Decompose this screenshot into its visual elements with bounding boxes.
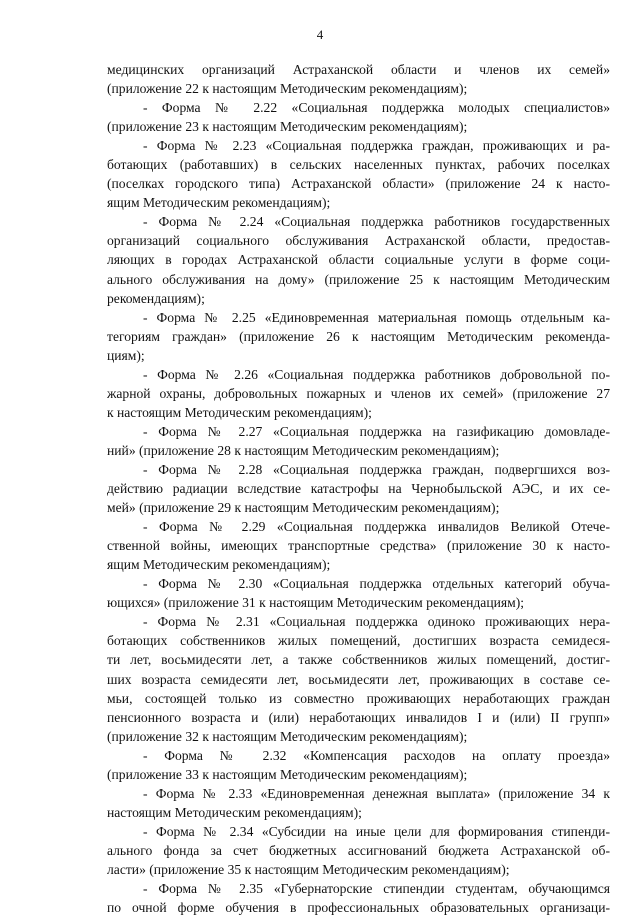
text-line: - Форма № 2.33 «Единовременная денежная выплата» (приложение 34 к <box>143 785 610 801</box>
paragraph <box>107 746 610 784</box>
text-line: - Форма № 2.30 «Социальная поддержка отдельных категорий обуча- <box>143 576 610 592</box>
text-line: - Форма № 2.34 «Субсидии на иные цели для формирования стипенди- <box>143 823 610 839</box>
paragraph <box>107 460 610 517</box>
paragraph <box>107 517 610 574</box>
text-line: ших возраста семидесяти лет, восьмидесяти лет, проживающих в составе се- <box>107 671 610 687</box>
paragraph <box>107 422 610 460</box>
paragraph <box>107 574 610 612</box>
text-line: ального фонда за счет бюджетных ассигнований бюджета Астраханской об- <box>107 842 610 858</box>
text-line: ласти» (приложение 35 к настоящим Методическим рекомендациям); <box>107 861 510 877</box>
text-line: ального обслуживания на дому» (приложение 25 к настоящим Методическим <box>107 271 610 287</box>
text-line: мей» (приложение 29 к настоящим Методическим рекомендациям); <box>107 500 500 516</box>
text-line: - Форма № 2.29 «Социальная поддержка инвалидов Великой Отече- <box>143 519 610 535</box>
paragraph <box>107 98 610 136</box>
text-line: мьи, состоящей только из совместно проживающих неработающих граждан <box>107 690 610 706</box>
text-line: - Форма № 2.25 «Единовременная материальная помощь отдельным ка- <box>143 309 610 325</box>
text-line: (приложение 23 к настоящим Методическим рекомендациям); <box>107 119 468 135</box>
text-line: циям); <box>107 347 145 363</box>
text-line: (поселках городского типа) Астраханской области» (приложение 24 к насто- <box>107 176 610 192</box>
text-line: действию радиации вследствие катастрофы на Чернобыльской АЭС, и их се- <box>107 481 610 497</box>
text-line: - Форма № 2.35 «Губернаторские стипендии студентам, обучающимся <box>143 881 610 897</box>
text-line: - Форма № 2.24 «Социальная поддержка работников государственных <box>143 214 610 230</box>
paragraph <box>107 308 610 365</box>
text-line: - Форма № 2.32 «Компенсация расходов на оплату проезда» <box>143 747 610 763</box>
paragraph <box>107 136 610 212</box>
text-line: ботающих собственников жилых помещений, достигших возраста семидеся- <box>107 633 610 649</box>
text-line: рекомендациям); <box>107 290 205 306</box>
text-line: ний» (приложение 28 к настоящим Методическим рекомендациям); <box>107 442 500 458</box>
text-line: ти лет, восьмидесяти лет, а также собственников жилых помещений, достиг- <box>107 652 610 668</box>
text-line: - Форма № 2.27 «Социальная поддержка на газификацию домовладе- <box>143 423 610 439</box>
text-line: - Форма № 2.31 «Социальная поддержка одиноко проживающих нера- <box>143 614 610 630</box>
text-line: по очной форме обучения в профессиональных образовательных организаци- <box>107 900 610 916</box>
document-body <box>107 60 610 917</box>
text-line: тегориям граждан» (приложение 26 к настоящим Методическим рекоменда- <box>107 328 610 344</box>
text-line: (приложение 33 к настоящим Методическим рекомендациям); <box>107 766 468 782</box>
text-line: ляющих в городах Астраханской области социальные услуги в форме соци- <box>107 252 610 268</box>
text-line: ющихся» (приложение 31 к настоящим Методическим рекомендациям); <box>107 595 525 611</box>
text-line: ственной войны, имеющих транспортные средства» (приложение 30 к насто- <box>107 538 610 554</box>
text-line: - Форма № 2.28 «Социальная поддержка граждан, подвергшихся воз- <box>143 461 610 477</box>
paragraph <box>107 212 610 307</box>
text-line: медицинских организаций Астраханской области и членов их семей» <box>107 62 610 77</box>
text-line: - Форма № 2.26 «Социальная поддержка работников добровольной по- <box>143 366 610 382</box>
text-line: настоящим Методическим рекомендациям); <box>107 804 362 820</box>
text-line: - Форма № 2.23 «Социальная поддержка граждан, проживающих и ра- <box>143 138 610 154</box>
text-line: - Форма № 2.22 «Социальная поддержка молодых специалистов» <box>143 100 610 116</box>
text-line: к настоящим Методическим рекомендациям); <box>107 404 372 420</box>
paragraph <box>107 879 610 917</box>
text-line: (приложение 22 к настоящим Методическим рекомендациям); <box>107 81 468 97</box>
paragraph <box>107 784 610 822</box>
text-line: организаций социального обслуживания Астраханской области, предостав- <box>107 233 610 249</box>
paragraph <box>107 822 610 879</box>
page-number: 4 <box>316 27 324 42</box>
text-line: (приложение 32 к настоящим Методическим рекомендациям); <box>107 728 468 744</box>
text-line: ботающих (работавших) в сельских населенных пунктах, рабочих поселках <box>107 157 610 173</box>
paragraph <box>107 612 610 745</box>
text-line: ящим Методическим рекомендациям); <box>107 557 331 573</box>
paragraph <box>107 60 610 98</box>
paragraph <box>107 365 610 422</box>
text-line: пенсионного возраста и (или) неработающих инвалидов I и (или) II групп» <box>107 709 610 725</box>
text-line: ящим Методическим рекомендациям); <box>107 195 331 211</box>
text-line: жарной охраны, добровольных пожарных и членов их семей» (приложение 27 <box>107 385 610 401</box>
